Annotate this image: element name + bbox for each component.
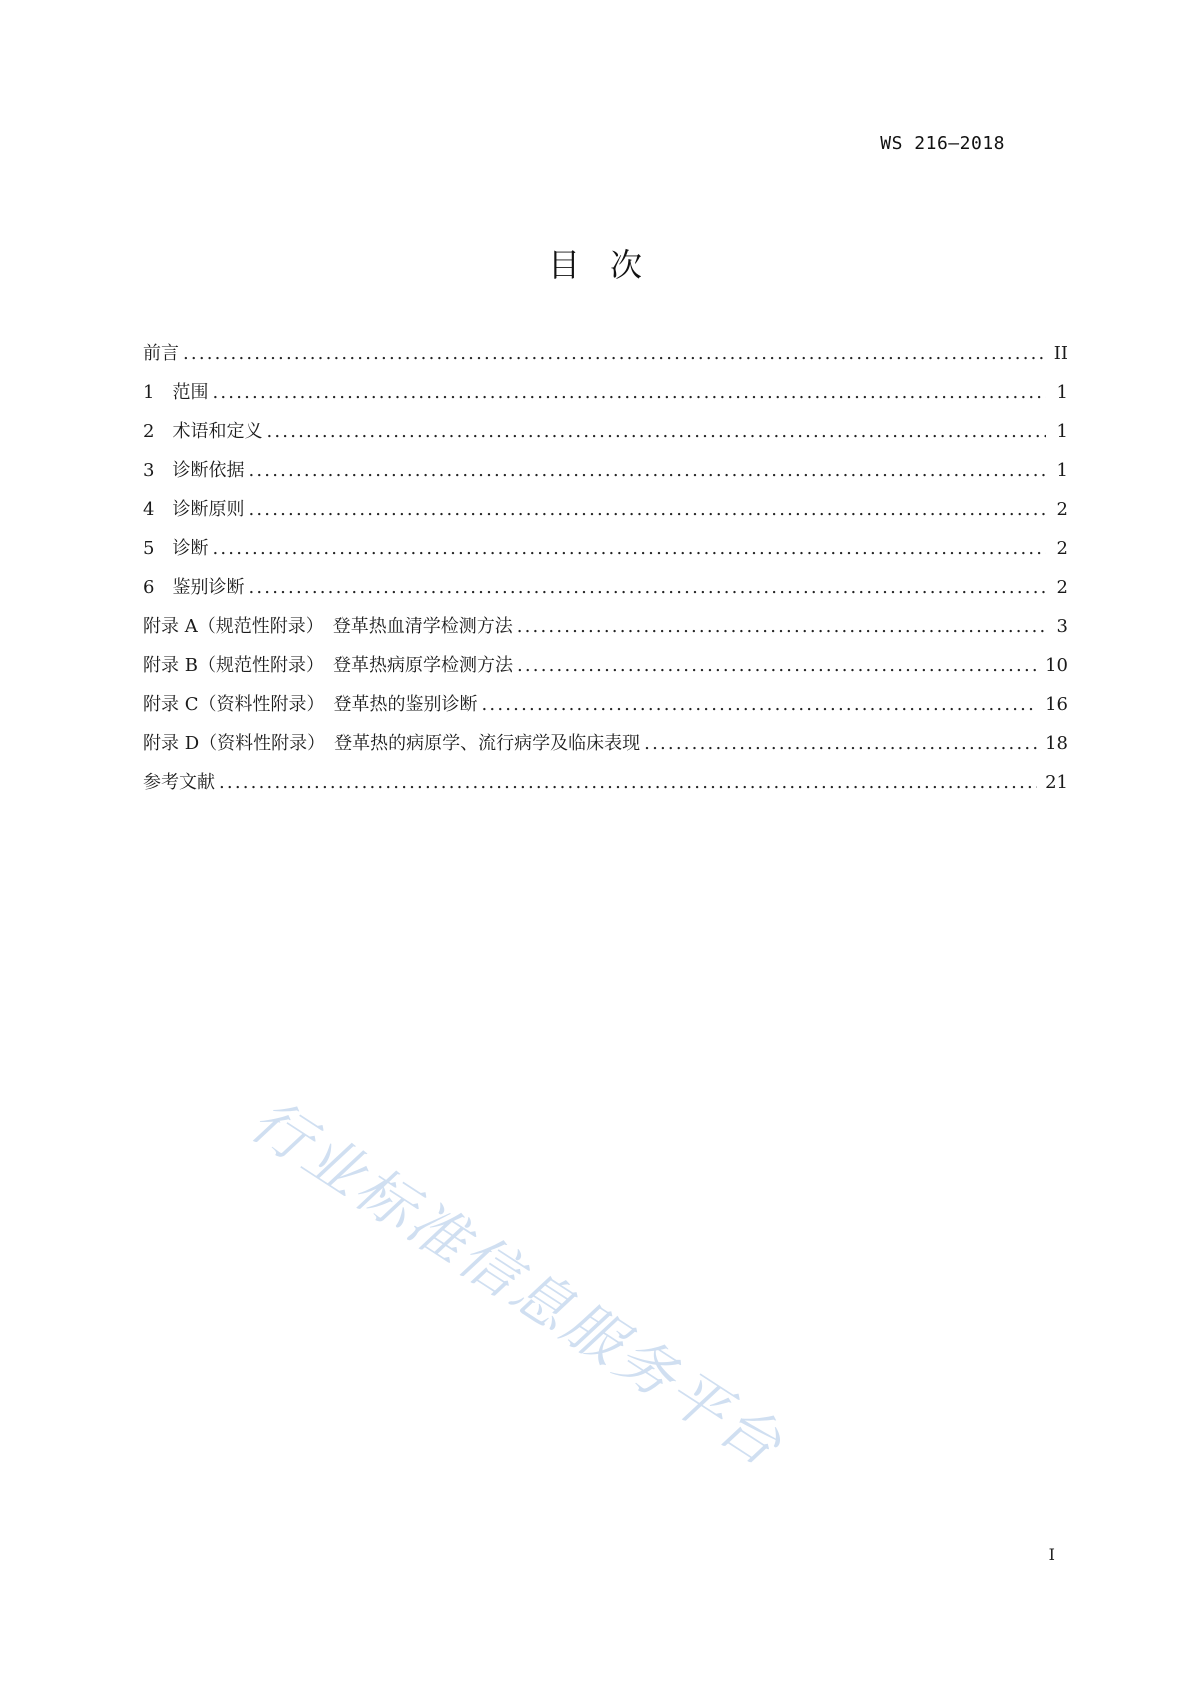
dot-leader [517, 646, 1037, 685]
toc-entry-diagnostic-principles[interactable] [143, 490, 1068, 529]
toc-entry-diagnosis[interactable] [143, 529, 1068, 568]
toc-entry-label: 附录 B（规范性附录） 登革热病原学检测方法 [143, 655, 513, 676]
toc-entry-label: 附录 A（规范性附录） 登革热血清学检测方法 [143, 616, 513, 637]
toc-entry-page: 1 [1056, 382, 1068, 403]
toc-entry-page: 10 [1045, 655, 1068, 676]
toc-entry-page: 2 [1056, 538, 1068, 559]
toc-entry-appendix-b[interactable] [143, 646, 1068, 685]
toc-entry-page: 21 [1045, 772, 1068, 793]
toc-entry-page: 1 [1056, 421, 1068, 442]
watermark: 行业标准信息服务平台 [238, 1085, 796, 1481]
toc-entry-label: 5 诊断 [143, 538, 209, 559]
toc-entry-page: 18 [1045, 733, 1068, 754]
toc-entry-page: 3 [1056, 616, 1068, 637]
toc-entry-label: 附录 D（资料性附录） 登革热的病原学、流行病学及临床表现 [143, 733, 641, 754]
toc-entry-page: 2 [1056, 499, 1068, 520]
toc-entry-page: II [1053, 343, 1068, 364]
page-number: I [1048, 1545, 1055, 1564]
toc-entry-appendix-d[interactable] [143, 724, 1068, 763]
toc-entry-page: 1 [1056, 460, 1068, 481]
dot-leader [482, 685, 1038, 724]
page-title: 目次 [547, 246, 672, 284]
dot-leader [248, 451, 1046, 490]
dot-leader [183, 334, 1046, 373]
toc-entry-label: 6 鉴别诊断 [143, 577, 245, 598]
toc-entry-label: 3 诊断依据 [143, 460, 245, 481]
dot-leader [266, 412, 1046, 451]
toc-entry-label: 参考文献 [143, 772, 215, 793]
toc-entry-terms[interactable] [143, 412, 1068, 451]
toc-entry-differential-diagnosis[interactable] [143, 568, 1068, 607]
dot-leader [248, 568, 1046, 607]
toc-entry-references[interactable] [143, 763, 1068, 802]
toc-entry-label: 2 术语和定义 [143, 421, 263, 442]
dot-leader [248, 490, 1046, 529]
toc-entry-page: 16 [1045, 694, 1068, 715]
toc-entry-appendix-a[interactable] [143, 607, 1068, 646]
dot-leader [212, 529, 1046, 568]
dot-leader [517, 607, 1046, 646]
dot-leader [219, 763, 1037, 802]
toc-entry-label: 4 诊断原则 [143, 499, 245, 520]
toc-entry-page: 2 [1056, 577, 1068, 598]
document-code: WS 216—2018 [880, 133, 1005, 154]
toc-entry-diagnostic-basis[interactable] [143, 451, 1068, 490]
dot-leader [212, 373, 1046, 412]
toc-entry-scope[interactable] [143, 373, 1068, 412]
toc-entry-label: 前言 [143, 343, 179, 364]
table-of-contents [143, 334, 1068, 802]
toc-entry-foreword[interactable] [143, 334, 1068, 373]
toc-entry-appendix-c[interactable] [143, 685, 1068, 724]
dot-leader [644, 724, 1037, 763]
toc-entry-label: 1 范围 [143, 382, 209, 403]
toc-entry-label: 附录 C（资料性附录） 登革热的鉴别诊断 [143, 694, 478, 715]
